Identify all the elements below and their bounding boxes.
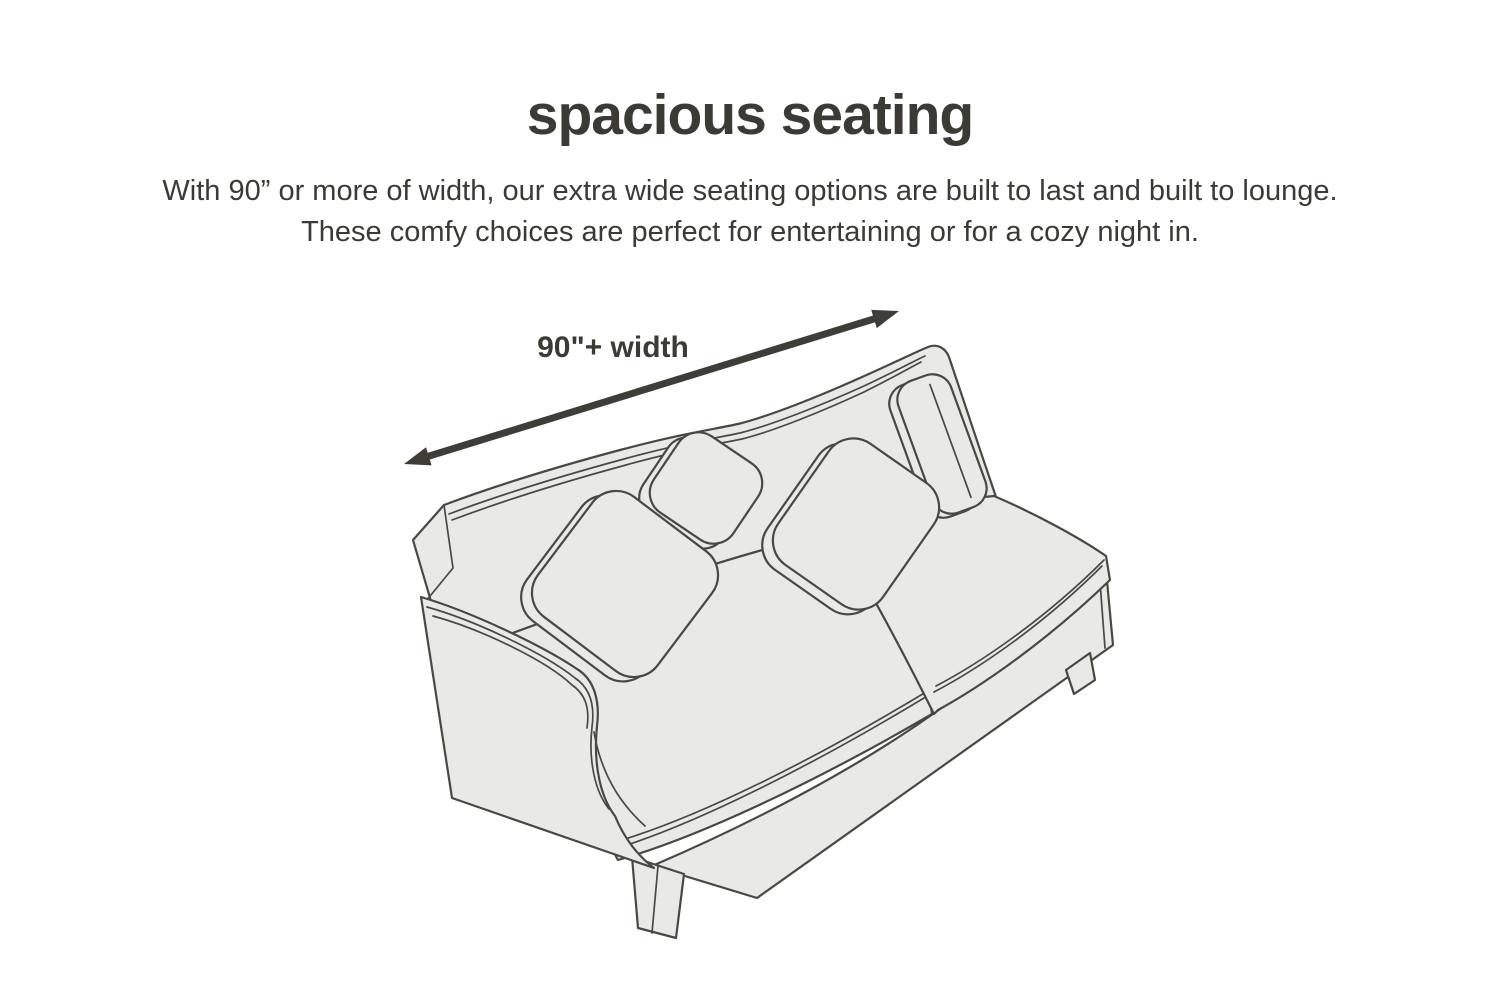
subtitle-line-1: With 90” or more of width, our extra wide seating options are built to last and built to lounge. bbox=[162, 175, 1338, 207]
width-dimension-label: 90"+ width bbox=[537, 331, 689, 364]
page-title: spacious seating bbox=[526, 83, 974, 147]
sofa-illustration-icon bbox=[413, 346, 1113, 938]
subtitle-line-2: These comfy choices are perfect for entertaining or for a cozy night in. bbox=[301, 216, 1199, 248]
